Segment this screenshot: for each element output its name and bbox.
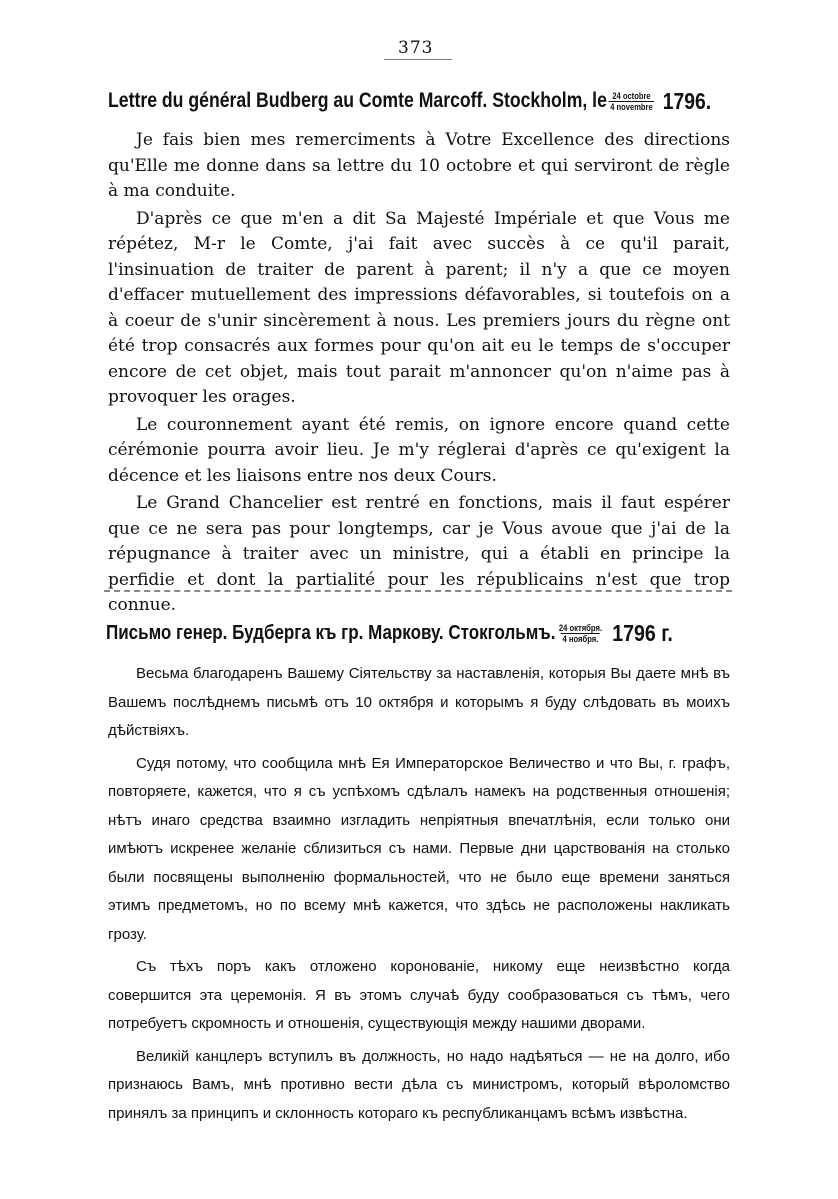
russian-paragraph-3: Съ тѣхъ поръ какъ отложено коронованіе, никому еще неизвѣстно когда совершится эта церемонія. Я въ этомъ случаѣ буду сообразоваться съ тѣмъ, чего потребуетъ скромность и отношенія, существующія между нашими дворами.	[108, 958, 730, 1032]
french-letter-heading	[108, 84, 712, 118]
french-date-bottom: 4 novembre	[610, 101, 653, 112]
russian-heading-year: 1796 г.	[612, 619, 673, 646]
russian-paragraph-2: Судя потому, что сообщила мнѣ Ея Императорское Величество и что Вы, г. графъ, повторяете, кажется, что я съ успѣхомъ сдѣлалъ намекъ на родственныя отношенія; нѣтъ инаго средства взаимно изгладить непріятныя впечатлѣнія, если только они имѣютъ искренее желаніе сблизиться съ нами. Первые дни царствованія на столько были посвящены выполненію формальностей, что не было еще времени заняться этимъ предметомъ, но по всему мнѣ кажется, что здѣсь не расположены накликать грозу.	[108, 754, 730, 943]
french-date-top: 24 octobre	[612, 90, 651, 101]
russian-paragraph-1: Весьма благодаренъ Вашему Сіятельству за наставленія, которыя Вы даете мнѣ въ Вашемъ послѣднемъ письмѣ отъ 10 октября и которымъ я буду слѣдовать въ моихъ дѣйствіяхъ.	[108, 665, 730, 739]
page-number-rule	[384, 59, 452, 60]
russian-letter-heading	[106, 616, 673, 650]
french-heading-text: Lettre du général Budberg au Comte Marcoff. Stockholm, le	[108, 89, 607, 112]
russian-date-top: 24 октября.	[558, 622, 603, 633]
section-divider	[104, 590, 732, 592]
french-paragraph-1: Je fais bien mes remerciments à Votre Excellence des directions qu'Elle me donne dans sa lettre du 10 octobre et qui serviront de règle à ma conduite.	[108, 130, 730, 201]
french-heading-year: 1796.	[662, 87, 712, 114]
french-paragraph-2: D'après ce que m'en a dit Sa Majesté Impériale et que Vous me répétez, M-r le Comte, j'ai fait avec succès à ce qu'il parait, l'insinuation de traiter de parent à parent; il n'y a que ce moyen d'effacer mutuellement des impressions défavorables, si toutefois on a à coeur de s'unir sincèrement à nous. Les premiers jours du règne ont été trop consacrés aux formes pour qu'on ait eu le temps de s'occuper encore de cet objet, mais tout parait m'annoncer qu'on n'aime pas à provoquer les orages.	[108, 208, 730, 407]
page-number: 373	[398, 38, 434, 58]
french-paragraph-4: Le Grand Chancelier est rentré en fonctions, mais il faut espérer que ce ne sera pas pour longtemps, car je Vous avoue que j'ai de la répugnance à traiter avec un ministre, qui a établi en principe la perfidie et dont la partialité pour les républicains n'est que trop connue.	[108, 493, 730, 615]
french-paragraph-3: Le couronnement ayant été remis, on ignore encore quand cette cérémonie pourra avoir lieu. Je m'y réglerai d'après ce qu'exigent la décence et les liaisons entre nos deux Cours.	[108, 414, 730, 486]
russian-date-fraction	[557, 623, 604, 644]
russian-date-bottom: 4 ноября.	[562, 633, 599, 644]
russian-heading-text: Письмо генер. Будберга къ гр. Маркову. Стокгольмъ.	[106, 621, 556, 644]
russian-paragraph-4: Великій канцлеръ вступилъ въ должность, но надо надѣяться — не на долго, ибо признаюсь Вамъ, мнѣ противно вести дѣла съ министромъ, который вѣроломство принялъ за принципъ и склонность котораго къ республиканцамъ всѣмъ извѣстна.	[108, 1047, 730, 1122]
french-letter-body	[108, 128, 730, 621]
french-date-fraction	[609, 91, 655, 112]
russian-letter-body	[108, 660, 730, 1132]
